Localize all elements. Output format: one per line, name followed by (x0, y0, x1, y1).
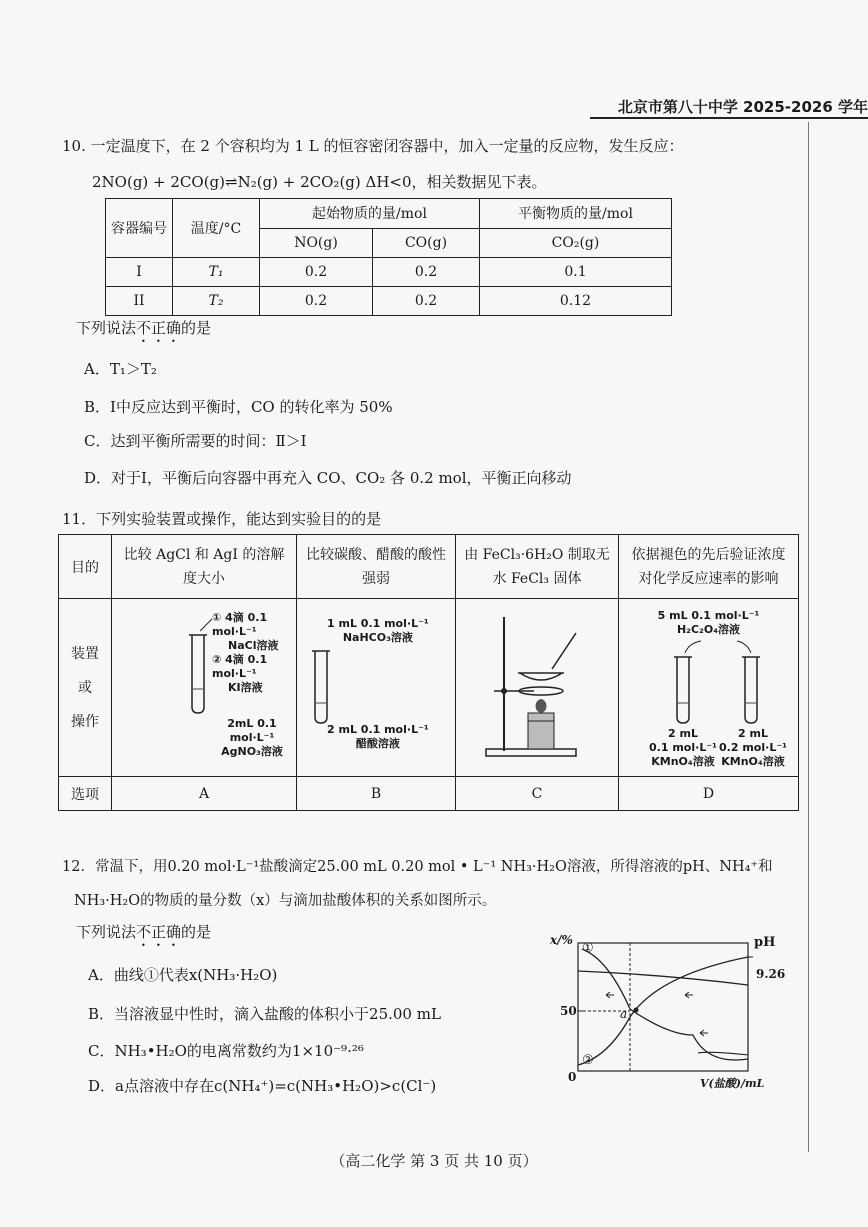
graph-y-50: 50 (560, 1004, 577, 1018)
curve-ph (578, 971, 748, 985)
q10-prompt (76, 317, 211, 346)
page-footer: （高二化学 第 3 页 共 10 页） (330, 1152, 538, 1170)
apparatus-d (619, 599, 799, 777)
a-text: 2mL 0.1 mol·L⁻¹ (227, 717, 277, 744)
q10-h-equil: 平衡物质的量/mol (480, 199, 672, 229)
q11-purpose-b: 比较碳酸、醋酸的酸性强弱 (297, 535, 456, 599)
q12-option-a: A．曲线①代表x(NH₃·H₂O) (88, 966, 278, 984)
row-co2: 0.1 (480, 258, 672, 287)
q12-stem-2: NH₃·H₂O的物质的量分数（x）与滴加盐酸体积的关系如图所示。 (74, 893, 497, 909)
q10-option-a: A．T₁＞T₂ (84, 360, 157, 378)
row-temp: T₂ (173, 287, 260, 316)
q12-prompt (76, 921, 211, 950)
prompt-emphasis: 不正确 (136, 319, 182, 337)
graph-x-label: V(盐酸)/mL (700, 1077, 765, 1090)
q10-table (105, 198, 672, 316)
b-label-2 (327, 723, 429, 751)
a-text: ② 4滴 0.1 mol·L⁻¹ (212, 653, 268, 680)
b-text: NaHCO₃溶液 (342, 631, 413, 644)
d-text: 0.2 mol·L⁻¹ (719, 741, 787, 754)
d-text: 2 mL (738, 727, 768, 740)
q10-stem: 10. 一定温度下，在 2 个容积均为 1 L 的恒容密闭容器中，加入一定量的反应物，发生反应： (62, 137, 684, 155)
d-text: KMnO₄溶液 (721, 755, 785, 768)
row-co2: 0.12 (480, 287, 672, 316)
d-text: 2 mL (668, 727, 698, 740)
label-part: 或 (78, 679, 92, 696)
b-text: 醋酸溶液 (355, 737, 400, 750)
a-label-1 (212, 611, 296, 695)
q11-option-label: 选项 (59, 777, 112, 811)
row-temp: T₁ (173, 258, 260, 287)
row-co: 0.2 (373, 287, 480, 316)
q11-purpose-label: 目的 (59, 535, 112, 599)
b-text: 2 mL 0.1 mol·L⁻¹ (327, 723, 429, 736)
d-text: 0.1 mol·L⁻¹ (649, 741, 717, 754)
q10-h-temp: 温度/°C (173, 199, 260, 258)
a-text: KI溶液 (228, 681, 263, 694)
q11-letter-b: B (297, 777, 456, 811)
label-part: 装置 (71, 645, 99, 662)
q11-letter-d: D (619, 777, 799, 811)
q11-table (58, 534, 799, 811)
q10-option-c: C．达到平衡所需要的时间：Ⅱ＞Ⅰ (84, 432, 307, 450)
q11-purpose-d: 依据褪色的先后验证浓度对化学反应速率的影响 (619, 535, 799, 599)
graph-origin: 0 (568, 1070, 577, 1084)
q12-option-b: B．当溶液显中性时，滴入盐酸的体积小于25.00 mL (88, 1005, 441, 1023)
q10-h-initial: 起始物质的量/mol (260, 199, 480, 229)
prompt-pre: 下列说法 (76, 923, 137, 941)
q11-stem: 11．下列实验装置或操作，能达到实验目的的是 (62, 510, 382, 528)
graph-point-a: a (620, 1007, 628, 1021)
row-id: I (106, 258, 173, 287)
q11-letter-a: A (112, 777, 297, 811)
label-part: 操作 (71, 713, 99, 730)
apparatus-c (456, 599, 619, 777)
q11-purpose-a: 比较 AgCl 和 AgI 的溶解度大小 (112, 535, 297, 599)
graph-y-label: x/% (550, 933, 573, 947)
apparatus-a (112, 599, 297, 777)
table-row (106, 287, 672, 316)
d-text: KMnO₄溶液 (651, 755, 715, 768)
d-text: H₂C₂O₄溶液 (676, 623, 741, 636)
graph-curve-1: ① (582, 941, 594, 956)
d-label-right (711, 727, 795, 769)
row-no: 0.2 (260, 258, 373, 287)
b-label-1 (327, 617, 429, 645)
titration-graph (548, 935, 788, 1091)
q11-purpose-c: 由 FeCl₃·6H₂O 制取无水 FeCl₃ 固体 (456, 535, 619, 599)
graph-curve-2: ② (582, 1053, 594, 1068)
q12-stem-1: 12．常温下，用0.20 mol·L⁻¹盐酸滴定25.00 mL 0.20 mol • L⁻¹ NH₃·H₂O溶液，所得溶液的pH、NH₄⁺和 (62, 859, 773, 875)
apparatus-b (297, 599, 456, 777)
row-co: 0.2 (373, 258, 480, 287)
prompt-post: 的是 (181, 319, 212, 337)
b-text: 1 mL 0.1 mol·L⁻¹ (327, 617, 429, 630)
q10-h-no: NO(g) (260, 228, 373, 258)
q10-equation: 2NO(g) + 2CO(g)⇌N₂(g) + 2CO₂(g) ΔH<0，相关数据见下表。 (92, 173, 547, 191)
q12-option-c: C．NH₃•H₂O的电离常数约为1×10⁻⁹·²⁶ (88, 1042, 364, 1060)
a-text: ① 4滴 0.1 mol·L⁻¹ (212, 611, 268, 638)
a-text: NaCl溶液 (228, 639, 279, 652)
row-id: II (106, 287, 173, 316)
school-header: 北京市第八十中学 2025-2026 学年 (617, 98, 868, 116)
q10-h-co: CO(g) (373, 228, 480, 258)
q10-h-container: 容器编号 (106, 199, 173, 258)
table-row (106, 258, 672, 287)
q11-apparatus-label (59, 599, 112, 777)
q12-option-d: D．a点溶液中存在c(NH₄⁺)=c(NH₃•H₂O)>c(Cl⁻) (88, 1077, 437, 1095)
q10-option-d: D．对于Ⅰ，平衡后向容器中再充入 CO、CO₂ 各 0.2 mol，平衡正向移动 (84, 469, 572, 487)
a-label-2 (208, 717, 296, 759)
d-text: 5 mL 0.1 mol·L⁻¹ (657, 609, 760, 622)
graph-y2-label: pH (754, 935, 776, 950)
row-no: 0.2 (260, 287, 373, 316)
header-rule (590, 117, 868, 119)
prompt-post: 的是 (181, 923, 212, 941)
graph-ph-value: 9.26 (756, 967, 786, 981)
q10-h-co2: CO₂(g) (480, 228, 672, 258)
prompt-emphasis: 不正确 (136, 923, 182, 941)
prompt-pre: 下列说法 (76, 319, 137, 337)
a-text: AgNO₃溶液 (221, 745, 283, 758)
curve-nh3 (582, 949, 748, 1060)
q11-letter-c: C (456, 777, 619, 811)
q10-option-b: B．Ⅰ中反应达到平衡时，CO 的转化率为 50% (84, 398, 393, 416)
evaporating-dish-stand-icon (456, 599, 606, 775)
